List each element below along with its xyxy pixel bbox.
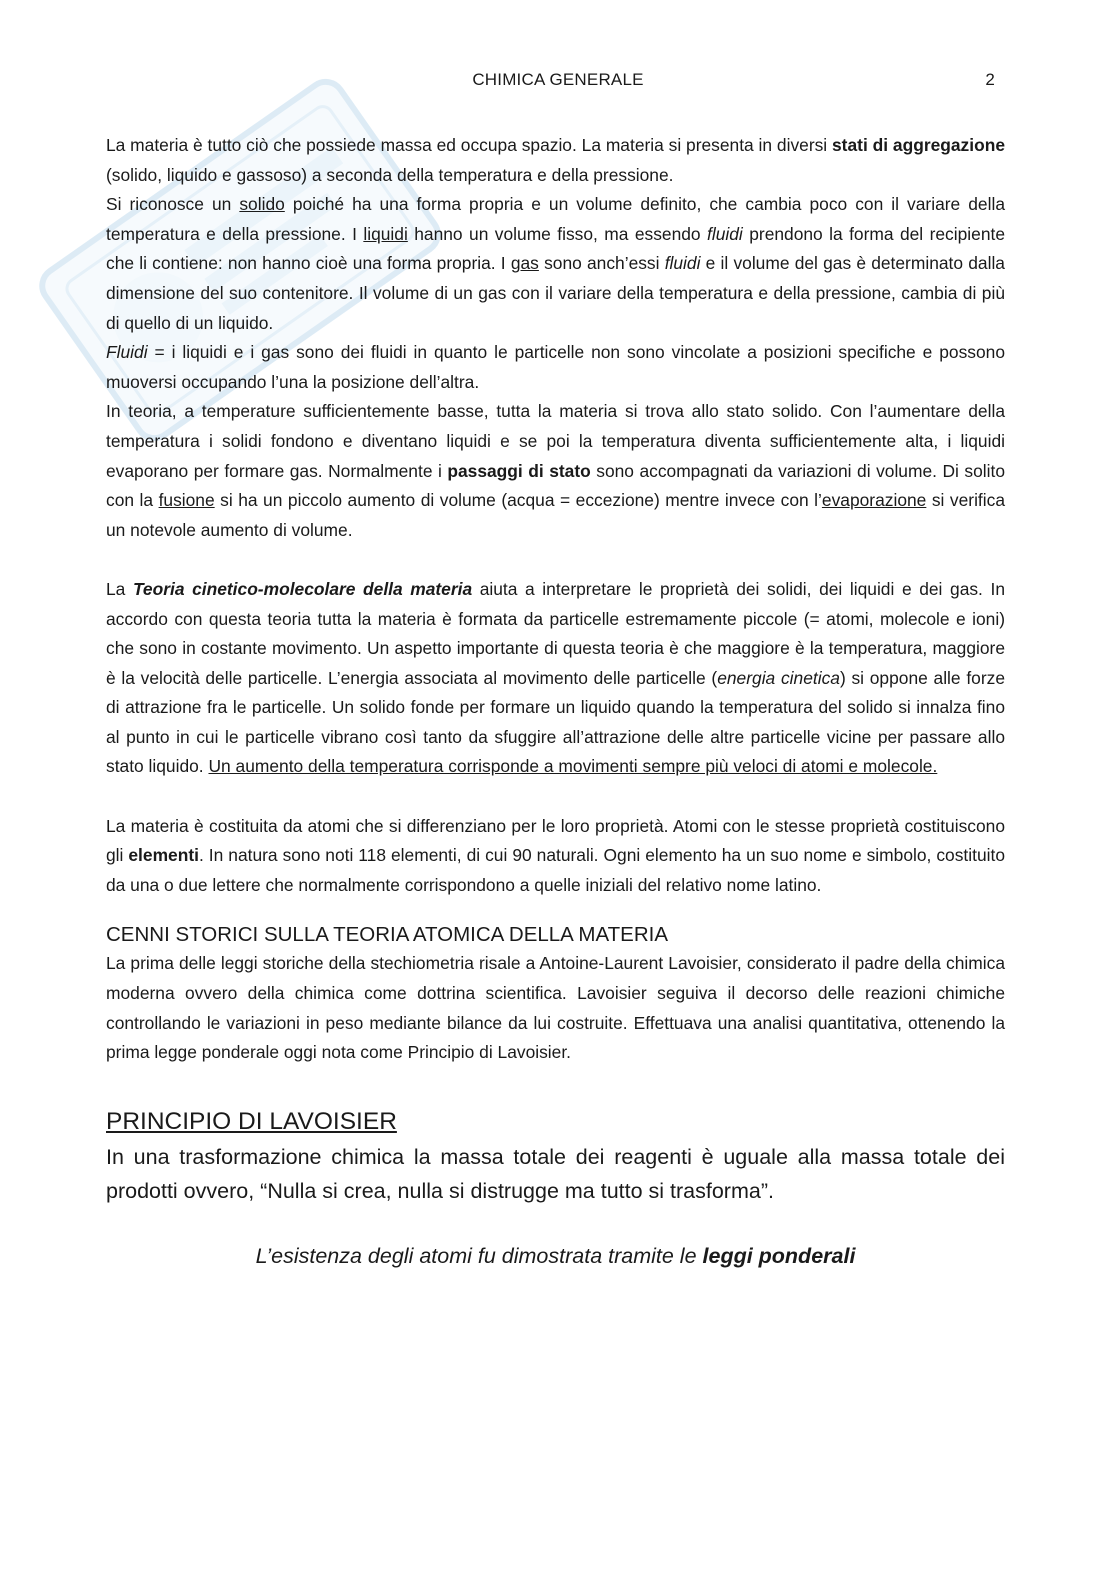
italic-term: energia cinetica: [717, 667, 840, 688]
italic-term: fluidi: [707, 223, 743, 244]
italic-term: Fluidi: [106, 342, 148, 363]
paragraph-atomi: La materia è costituita da atomi che si differenziano per le loro proprietà. Atomi con le stesse proprietà costituiscono gli elementi. In natura sono noti 118 elementi, di cui 90 naturali. Ogni elemento ha un suo nome e simbolo, costituito da una o due lettere che normalmente corrispondono a quelle iniziali del relativo nome latino.: [106, 815, 1005, 895]
bold-term: stati di aggregazione: [832, 135, 1005, 155]
paragraph-fluidi: Fluidi = i liquidi e i gas sono dei fluidi in quanto le particelle non sono vincolate a posizioni specifiche e possono muoversi occupando l’una la posizione dell’altra.: [106, 342, 1005, 392]
paragraph-materia: La materia è tutto ciò che possiede massa ed occupa spazio. La materia si presenta in diversi stati di aggregazione (solido, liquido e gassoso) a seconda della temperatura e della pressione.: [106, 135, 1005, 185]
underlined-term: fusione: [158, 490, 215, 511]
underlined-term: evaporazione: [821, 490, 927, 511]
closing-statement: L’esistenza degli atomi fu dimostrata tramite le leggi ponderali: [255, 1243, 856, 1268]
bold-term: elementi: [128, 845, 199, 866]
bold-term: passaggi di stato: [447, 460, 591, 481]
underlined-term: solido: [239, 194, 285, 215]
page-header: [0, 70, 1116, 94]
bold-italic-term: Teoria cinetico-molecolare della materia: [132, 578, 473, 599]
page-number: 2: [985, 70, 995, 89]
section-heading-principio: PRINCIPIO DI LAVOISIER: [106, 1107, 397, 1135]
document-body: [106, 131, 1005, 1271]
italic-term: fluidi: [664, 253, 701, 274]
paragraph-lavoisier: La prima delle leggi storiche della stechiometria risale a Antoine-Laurent Lavoisier, considerato il padre della chimica moderna ovvero della chimica come dottrina scientifica. Lavoisier seguiva il decorso delle reazioni chimiche controllando le variazioni in peso mediante bilance da lui costruite. Effettuava una analisi quantitativa, ottenendo la prima legge ponderale oggi nota come Principio di Lavoisier.: [106, 953, 1005, 1063]
document-title: CHIMICA GENERALE: [472, 70, 644, 89]
underlined-term: liquidi: [363, 223, 408, 244]
paragraph-stati: Si riconosce un solido poiché ha una forma propria e un volume definito, che cambia poco con il variare della temperatura e della pressione. I liquidi hanno un volume fisso, ma essendo fluidi prendono la forma del recipiente che li contiene: non hanno cioè una forma propria. I gas sono anch’essi fluidi e il volume del gas è determinato dalla dimensione del suo contenitore. Il volume di un gas con il variare della temperatura e della pressione, cambia di più di quello di un liquido.: [106, 194, 1005, 333]
section-heading-cenni-storici: CENNI STORICI SULLA TEORIA ATOMICA DELLA MATERIA: [106, 923, 669, 947]
underlined-sentence: Un aumento della temperatura corrisponde a movimenti sempre più veloci di atomi e molecole.: [208, 756, 938, 777]
bold-term: leggi ponderali: [702, 1243, 856, 1268]
paragraph-cinetica: La Teoria cinetico-molecolare della materia aiuta a interpretare le proprietà dei solidi, dei liquidi e dei gas. In accordo con questa teoria tutta la materia è formata da particelle estremamente piccole (= atomi, molecole e ioni) che sono in costante movimento. Un aspetto importante di questa teoria è che maggiore è la temperatura, maggiore è la velocità delle particelle. L’energia associata al movimento delle particelle (energia cinetica) si oppone alle forze di attrazione fra le particelle. Un solido fonde per formare un liquido quando la temperatura del solido si innalza fino al punto in cui le particelle vibrano così tanto da sfuggire all’attrazione delle altre particelle vicine per passare allo stato liquido. Un aumento della temperatura corrisponde a movimenti sempre più veloci di atomi e molecole.: [106, 578, 1005, 777]
principle-statement: In una trasformazione chimica la massa totale dei reagenti è uguale alla massa totale dei prodotti ovvero, “Nulla si crea, nulla si distrugge ma tutto si trasforma”.: [106, 1144, 1005, 1203]
underlined-term: gas: [510, 253, 539, 274]
paragraph-teoria: In teoria, a temperature sufficientemente basse, tutta la materia si trova allo stato solido. Con l’aumentare della temperatura i solidi fondono e diventano liquidi e se poi la temperatura diventa sufficientemente alta, i liquidi evaporano per formare gas. Normalmente i passaggi di stato sono accompagnati da variazioni di volume. Di solito con la fusione si ha un piccolo aumento di volume (acqua = eccezione) mentre invece con l’evaporazione si verifica un notevole aumento di volume.: [106, 401, 1005, 540]
